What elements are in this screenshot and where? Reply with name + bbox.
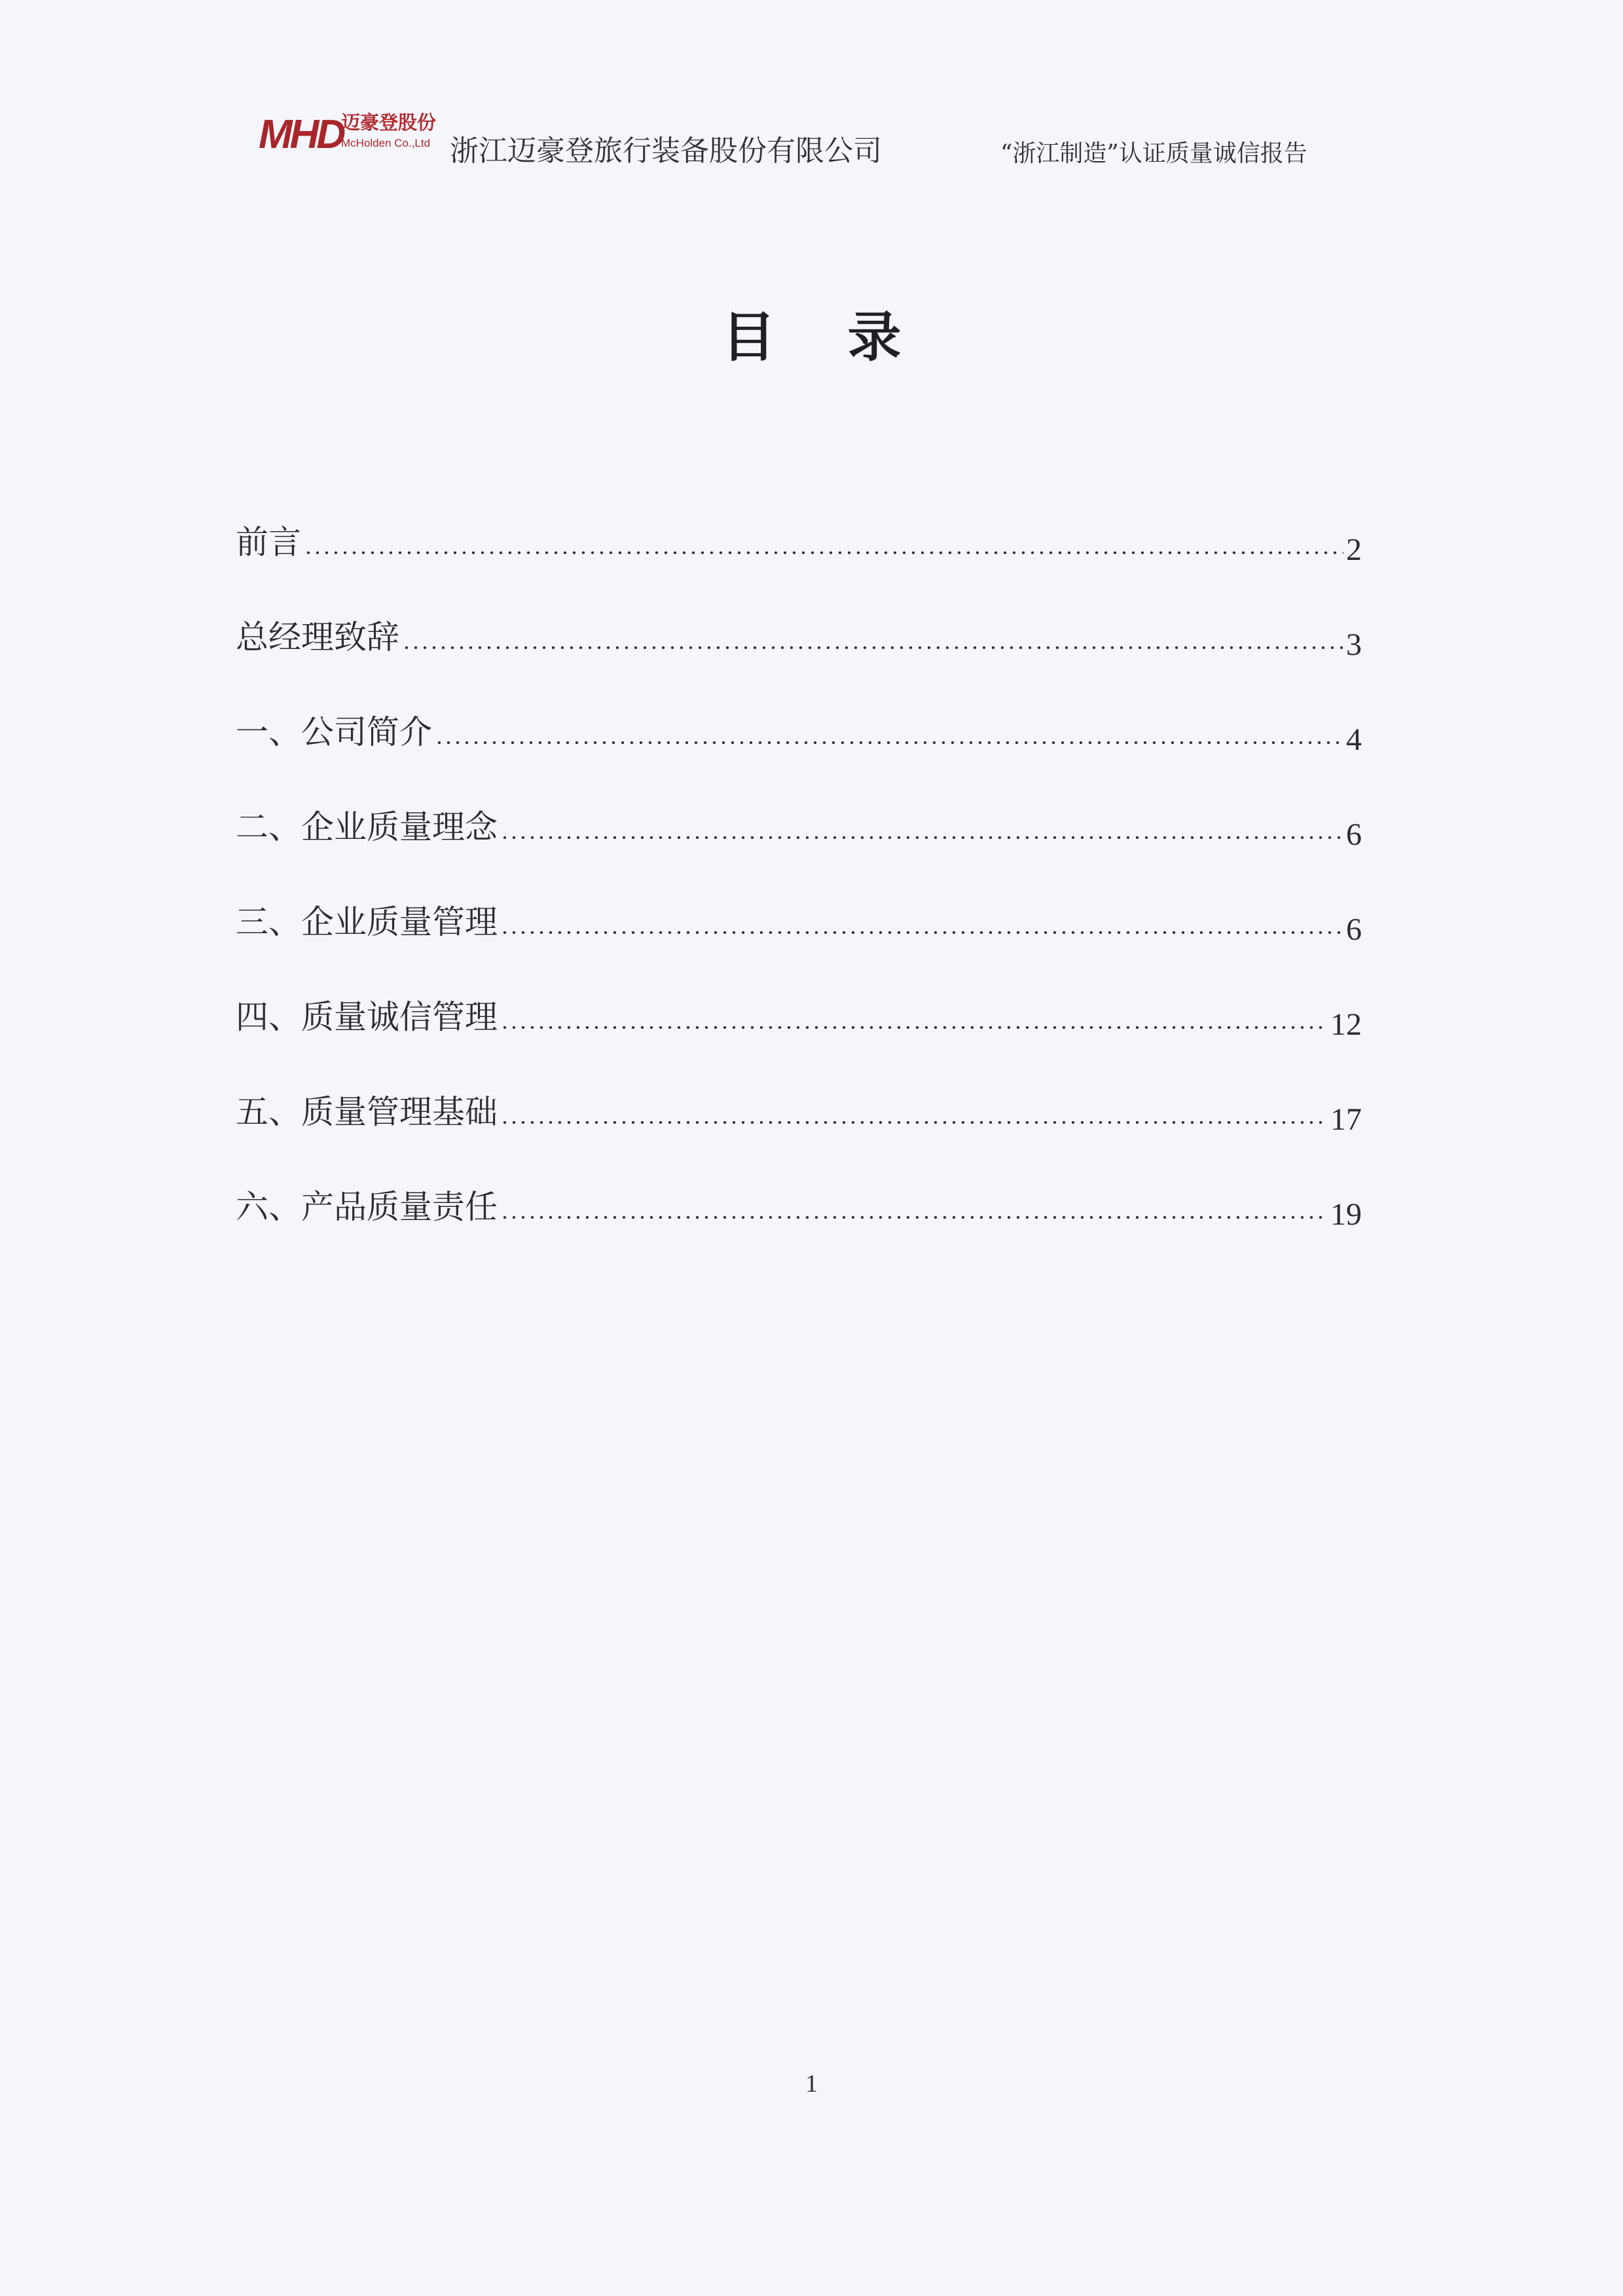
- toc-entry[interactable]: [236, 963, 1362, 1058]
- toc-leader-dots: [500, 1216, 1328, 1219]
- toc-entry-page: 2: [1346, 532, 1362, 567]
- toc-entry-label: 五、质量管理基础: [236, 1093, 498, 1131]
- toc-entry-page: 6: [1346, 912, 1362, 947]
- toc-entry-label: 六、产品质量责任: [236, 1188, 498, 1226]
- toc-entry-label: 总经理致辞: [236, 618, 399, 656]
- toc-entry[interactable]: [236, 773, 1362, 868]
- company-logo: [259, 112, 455, 158]
- toc-leader-dots: [500, 931, 1343, 934]
- company-name: 浙江迈豪登旅行装备股份有限公司: [450, 134, 882, 168]
- toc-entry-label: 前言: [236, 523, 301, 561]
- toc-entry-page: 6: [1346, 817, 1362, 852]
- toc-leader-dots: [500, 1121, 1328, 1124]
- toc-entry[interactable]: [236, 868, 1362, 963]
- toc-leader-dots: [500, 1026, 1328, 1029]
- toc-entry[interactable]: [236, 1058, 1362, 1153]
- toc-entry-page: 19: [1330, 1197, 1362, 1232]
- page-number: 1: [805, 2070, 818, 2098]
- logo-chinese-name: 迈豪登股份: [341, 111, 437, 134]
- logo-english-name: McHolden Co.,Ltd: [341, 137, 431, 149]
- toc-leader-dots: [304, 551, 1343, 554]
- toc-leader-dots: [402, 646, 1343, 649]
- toc-entry[interactable]: [236, 488, 1362, 583]
- page-header: [259, 108, 1398, 167]
- toc-entry-page: 17: [1330, 1102, 1362, 1137]
- toc-entry-page: 4: [1346, 722, 1362, 757]
- report-title: “浙江制造”认证质量诚信报告: [1000, 140, 1307, 167]
- toc-entry-label: 一、公司简介: [236, 713, 432, 751]
- toc-entry-label: 四、质量诚信管理: [236, 998, 498, 1036]
- toc-entry[interactable]: [236, 583, 1362, 678]
- toc-entry[interactable]: [236, 678, 1362, 773]
- logo-mark: MHD: [259, 112, 344, 157]
- toc-leader-dots: [500, 836, 1343, 839]
- toc-leader-dots: [435, 741, 1343, 744]
- page-title: 目录: [721, 306, 974, 369]
- toc-entry-page: 12: [1330, 1007, 1362, 1042]
- table-of-contents: [236, 488, 1362, 1248]
- toc-entry-label: 二、企业质量理念: [236, 808, 498, 846]
- toc-entry-page: 3: [1346, 627, 1362, 662]
- toc-entry[interactable]: [236, 1153, 1362, 1248]
- toc-entry-label: 三、企业质量管理: [236, 903, 498, 941]
